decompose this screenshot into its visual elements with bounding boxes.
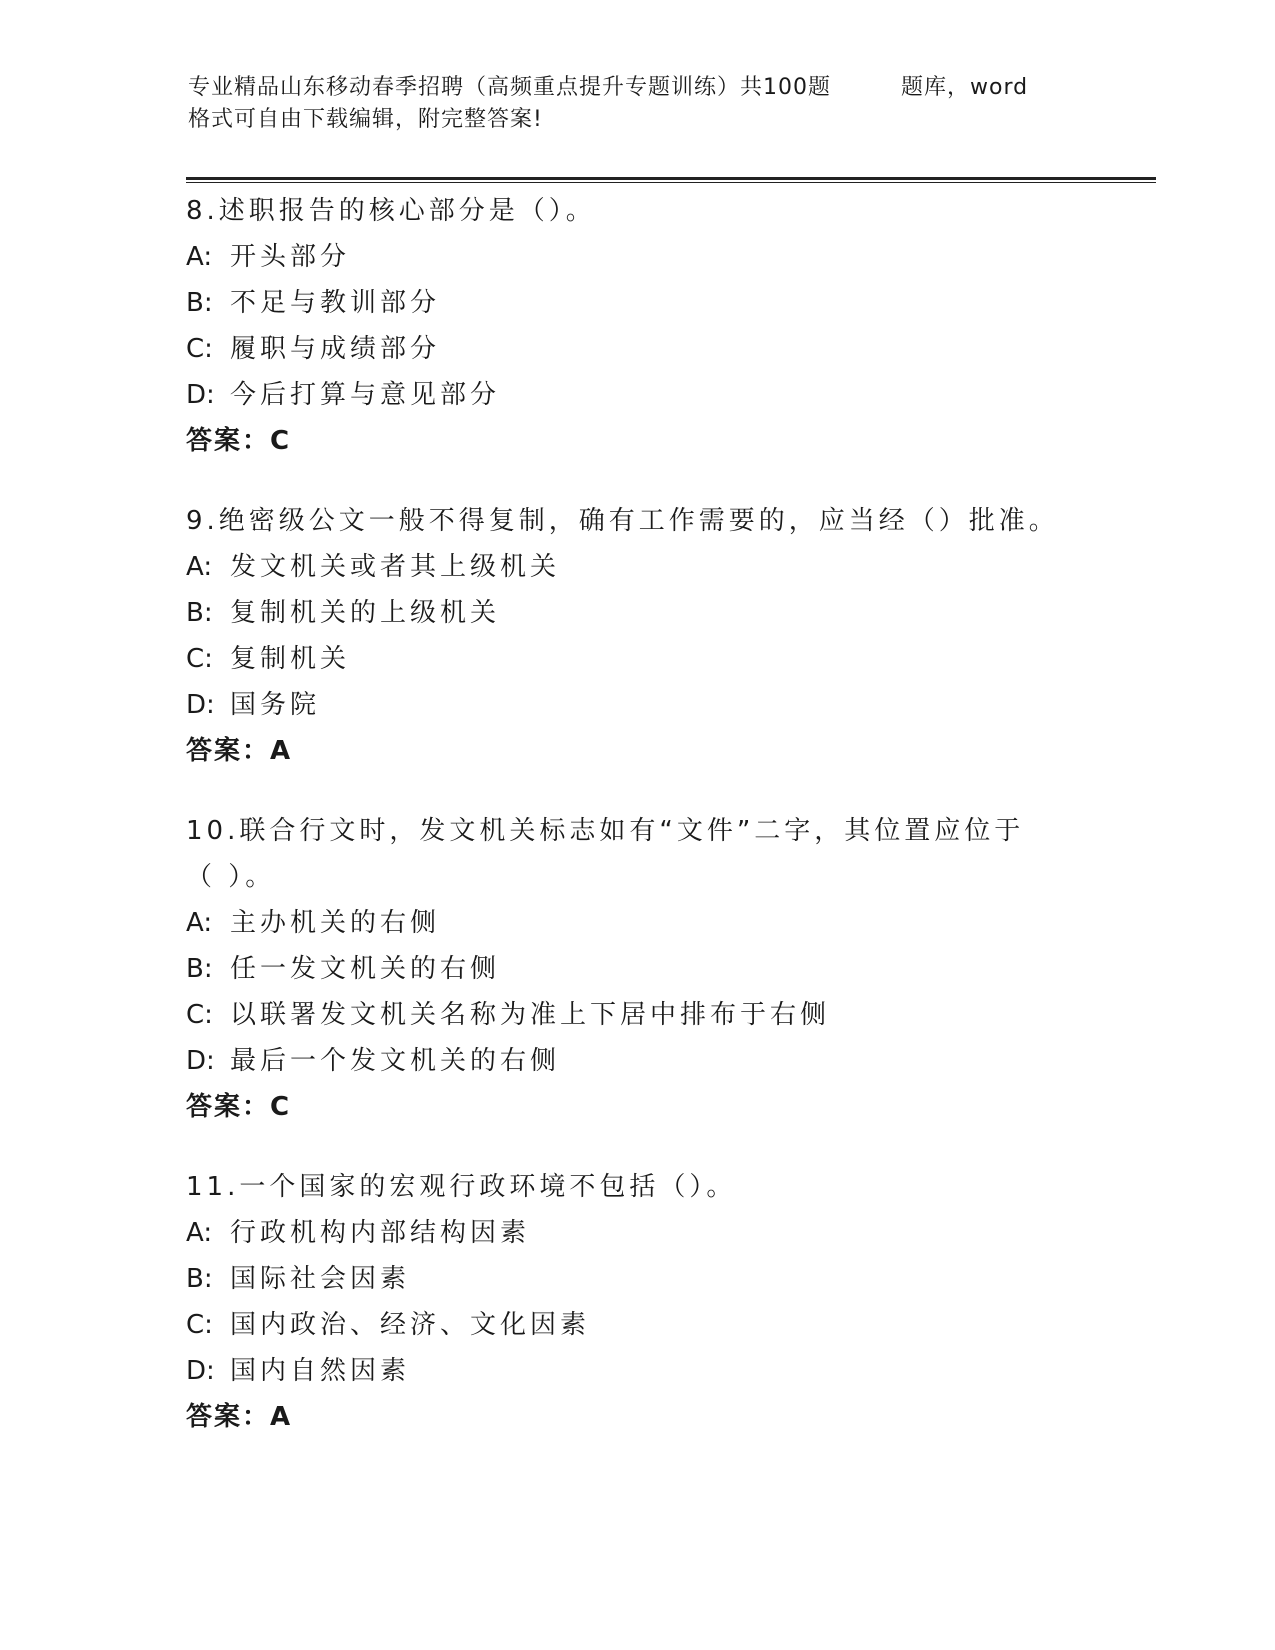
question-stem: 9.绝密级公文一般不得复制，确有工作需要的，应当经（）批准。	[186, 506, 1059, 536]
option-key: A:	[186, 552, 213, 582]
option-key: A:	[186, 908, 213, 938]
option-b	[186, 590, 1146, 636]
option-text: 行政机构内部结构因素	[230, 1218, 531, 1248]
option-key: C:	[186, 1310, 213, 1340]
question-8	[186, 188, 1146, 464]
option-key: C:	[186, 334, 213, 364]
answer-line: 答案：A	[186, 1402, 293, 1432]
option-key: D:	[186, 1356, 215, 1386]
option-d	[186, 1348, 1146, 1394]
option-text: 复制机关的上级机关	[230, 598, 501, 628]
question-11	[186, 1164, 1146, 1440]
option-d	[186, 1038, 1146, 1084]
option-key: B:	[186, 288, 213, 318]
option-c	[186, 636, 1146, 682]
option-key: B:	[186, 598, 213, 628]
header-title-suffix: 题库，word	[901, 75, 1029, 100]
header-subtitle: 格式可自由下载编辑，附完整答案!	[188, 107, 543, 132]
option-key: A:	[186, 1218, 213, 1248]
option-b	[186, 946, 1146, 992]
question-10	[186, 808, 1146, 1130]
option-key: D:	[186, 690, 215, 720]
option-c	[186, 1302, 1146, 1348]
option-c	[186, 992, 1146, 1038]
option-a	[186, 544, 1146, 590]
option-key: D:	[186, 380, 215, 410]
answer-line: 答案：C	[186, 426, 292, 456]
header-divider-thick	[186, 177, 1156, 180]
option-b	[186, 280, 1146, 326]
option-b	[186, 1256, 1146, 1302]
question-9	[186, 498, 1146, 774]
option-text: 主办机关的右侧	[230, 908, 441, 938]
option-text: 履职与成绩部分	[230, 334, 441, 364]
option-key: C:	[186, 644, 213, 674]
document-header	[188, 72, 1088, 136]
option-a	[186, 1210, 1146, 1256]
option-text: 以联署发文机关名称为准上下居中排布于右侧	[230, 1000, 831, 1030]
question-stem: 11.一个国家的宏观行政环境不包括（）。	[186, 1172, 737, 1202]
option-key: D:	[186, 1046, 215, 1076]
option-key: C:	[186, 1000, 213, 1030]
question-list	[186, 188, 1146, 1474]
option-a	[186, 234, 1146, 280]
option-a	[186, 900, 1146, 946]
option-text: 国内自然因素	[230, 1356, 411, 1386]
header-title: 专业精品山东移动春季招聘（高频重点提升专题训练）共100题	[188, 75, 831, 100]
option-key: B:	[186, 1264, 213, 1294]
option-text: 开头部分	[230, 242, 351, 272]
answer-line: 答案：A	[186, 736, 293, 766]
answer-line: 答案：C	[186, 1092, 292, 1122]
option-text: 国际社会因素	[230, 1264, 411, 1294]
option-text: 最后一个发文机关的右侧	[230, 1046, 561, 1076]
question-stem: 8.述职报告的核心部分是（）。	[186, 196, 596, 226]
question-stem: 10.联合行文时，发文机关标志如有“文件”二字，其位置应位于（ ）。	[186, 816, 1025, 892]
option-text: 不足与教训部分	[230, 288, 441, 318]
option-text: 今后打算与意见部分	[230, 380, 501, 410]
option-text: 国内政治、经济、文化因素	[230, 1310, 591, 1340]
option-key: A:	[186, 242, 213, 272]
option-text: 复制机关	[230, 644, 351, 674]
option-d	[186, 682, 1146, 728]
option-key: B:	[186, 954, 213, 984]
header-divider-thin	[186, 182, 1156, 183]
option-text: 任一发文机关的右侧	[230, 954, 501, 984]
option-text: 发文机关或者其上级机关	[230, 552, 561, 582]
option-text: 国务院	[230, 690, 321, 720]
option-c	[186, 326, 1146, 372]
option-d	[186, 372, 1146, 418]
